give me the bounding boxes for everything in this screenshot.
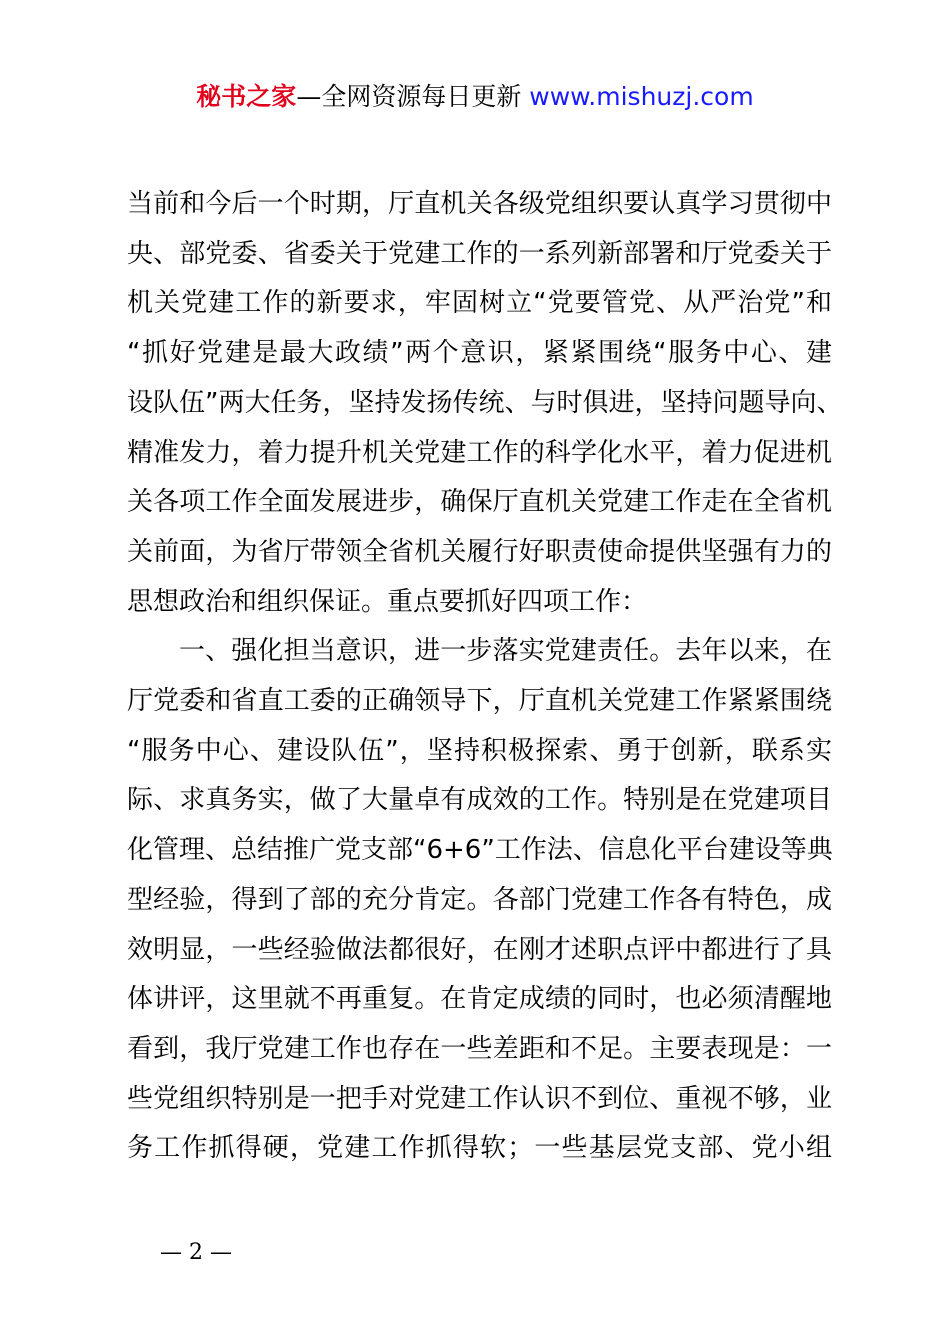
text-line: 精准发力，着力提升机关党建工作的科学化水平，着力促进机 xyxy=(127,437,832,468)
text-line: “服务中心、建设队伍”，坚持积极探索、勇于创新，联系实 xyxy=(127,735,832,766)
text-line: 体讲评，这里就不再重复。在肯定成绩的同时，也必须清醒地 xyxy=(127,984,832,1015)
text-line: 化管理、总结推广党支部“6+6”工作法、信息化平台建设等典 xyxy=(127,835,833,866)
site-header-banner xyxy=(0,80,950,114)
text-line: 一、强化担当意识，进一步落实党建责任。去年以来，在 xyxy=(179,636,832,667)
text-line: 当前和今后一个时期，厅直机关各级党组织要认真学习贯彻中 xyxy=(127,189,832,219)
document-body xyxy=(127,180,843,1174)
text-line: 央、部党委、省委关于党建工作的一系列新部署和厅党委关于 xyxy=(127,238,832,269)
text-line: 设队伍”两大任务，坚持发扬传统、与时俱进，坚持问题导向、 xyxy=(127,387,843,418)
text-line: 厅党委和省直工委的正确领导下，厅直机关党建工作紧紧围绕 xyxy=(127,686,832,717)
text-line: 机关党建工作的新要求，牢固树立“党要管党、从严治党”和 xyxy=(127,288,832,319)
text-line: 思想政治和组织保证。重点要抓好四项工作： xyxy=(127,586,648,617)
text-line: 关各项工作全面发展进步，确保厅直机关党建工作走在全省机 xyxy=(127,487,832,518)
paragraph-2 xyxy=(127,627,832,1174)
paragraph-1 xyxy=(127,180,843,627)
text-line: 际、求真务实，做了大量卓有成效的工作。特别是在党建项目 xyxy=(127,785,832,816)
site-url-link[interactable]: www.mishuzj.com xyxy=(529,82,754,111)
text-line: 型经验，得到了部的充分肯定。各部门党建工作各有特色，成 xyxy=(127,884,832,915)
text-line: 效明显，一些经验做法都很好，在刚才述职点评中都进行了具 xyxy=(127,934,832,965)
page-number: — 2 — xyxy=(160,1240,232,1265)
text-line: 些党组织特别是一把手对党建工作认识不到位、重视不够，业 xyxy=(127,1083,832,1114)
text-line: “抓好党建是最大政绩”两个意识，紧紧围绕“服务中心、建 xyxy=(127,338,832,369)
text-line: 关前面，为省厅带领全省机关履行好职责使命提供坚强有力的 xyxy=(127,536,832,567)
text-line: 务工作抓得硬，党建工作抓得软；一些基层党支部、党小组 xyxy=(127,1133,832,1164)
text-line: 看到，我厅党建工作也存在一些差距和不足。主要表现是：一 xyxy=(127,1033,832,1064)
brand-name: 秘书之家 xyxy=(196,82,297,111)
header-tagline: —全网资源每日更新 xyxy=(296,82,530,111)
